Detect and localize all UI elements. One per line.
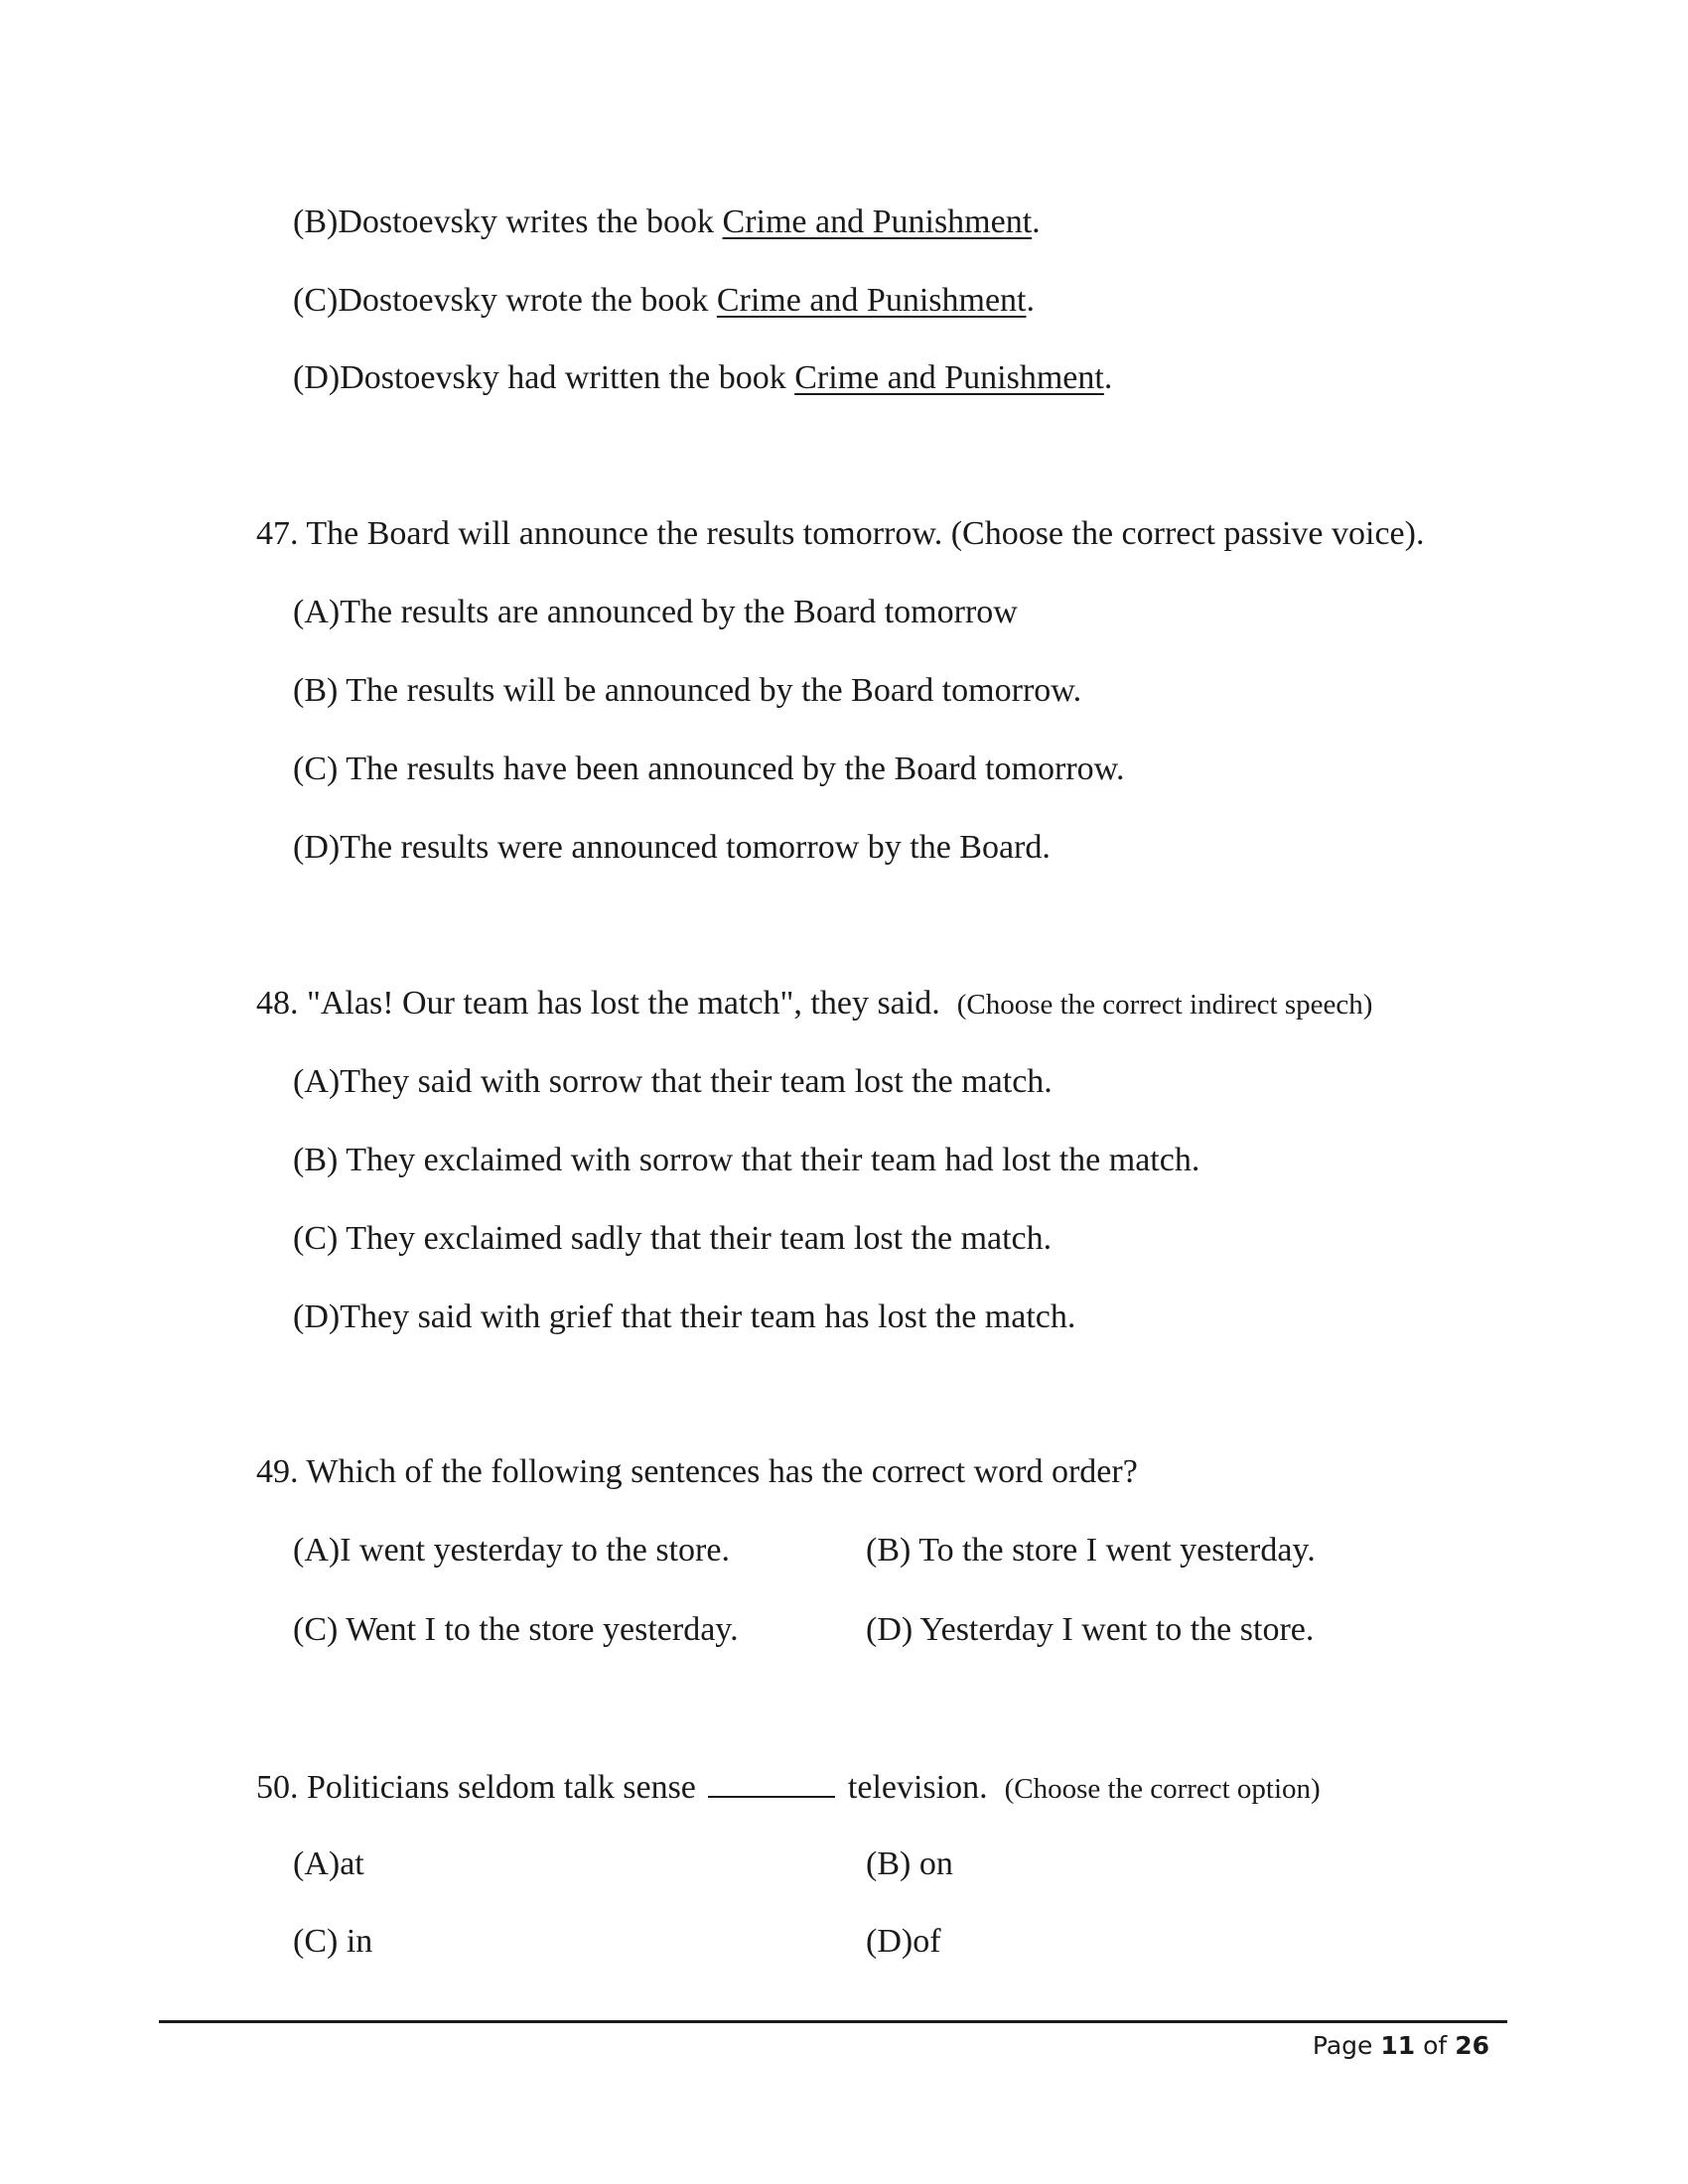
q48-option-b	[293, 1141, 1199, 1180]
option-text: The results have been announced by the Board tomorrow.	[346, 751, 1125, 787]
answer-blank	[708, 1766, 835, 1798]
question-number: 47.	[256, 515, 299, 552]
question-47	[256, 514, 1424, 554]
option-letter: (D)	[293, 1298, 341, 1335]
option-punctuation: .	[1032, 204, 1041, 240]
page-current: 11	[1380, 2031, 1416, 2060]
option-text: Yesterday I went to the store.	[919, 1611, 1315, 1648]
q50-option-b	[866, 1844, 953, 1884]
option-punctuation: .	[1103, 359, 1113, 396]
book-title: Crime and Punishment	[794, 359, 1104, 396]
option-text: in	[346, 1923, 373, 1960]
option-text: at	[340, 1845, 364, 1882]
option-letter: (A)	[293, 1063, 341, 1100]
q47-option-b	[293, 671, 1081, 711]
option-letter: (C)	[293, 282, 339, 319]
option-text: Went I to the store yesterday.	[346, 1611, 739, 1648]
q46-option-c	[293, 281, 1035, 321]
option-text: They exclaimed sadly that their team lost the match.	[346, 1220, 1053, 1257]
option-text: Dostoevsky wrote the book	[338, 282, 717, 319]
option-letter: (D)	[866, 1923, 914, 1960]
page-total: 26	[1455, 2031, 1489, 2060]
option-letter: (D)	[866, 1611, 914, 1648]
q49-option-c	[293, 1610, 739, 1650]
option-text: Dostoevsky writes the book	[338, 204, 723, 240]
q50-option-d	[866, 1922, 941, 1962]
page-of: of	[1423, 2031, 1448, 2060]
option-letter: (C)	[293, 1220, 339, 1257]
option-text: of	[913, 1923, 941, 1960]
option-letter: (C)	[293, 1923, 339, 1960]
option-text: They said with sorrow that their team lost the match.	[340, 1063, 1053, 1100]
question-50	[256, 1766, 1321, 1809]
q50-option-a	[293, 1844, 364, 1884]
option-letter: (D)	[293, 829, 341, 866]
question-number: 50.	[256, 1769, 299, 1806]
book-title: Crime and Punishment	[722, 204, 1033, 240]
q46-option-d	[293, 358, 1112, 398]
q48-option-c	[293, 1219, 1052, 1259]
option-punctuation: .	[1026, 282, 1035, 319]
question-text: The Board will announce the results tomorrow. (Choose the correct passive voice).	[306, 515, 1425, 552]
option-text: They said with grief that their team has lost the match.	[340, 1298, 1076, 1335]
option-letter: (D)	[293, 359, 341, 396]
question-48	[256, 984, 1372, 1024]
option-letter: (B)	[293, 672, 339, 709]
question-text-continued: television.	[847, 1769, 988, 1806]
q49-option-b	[866, 1531, 1316, 1570]
option-text: on	[918, 1845, 953, 1882]
option-letter: (B)	[866, 1845, 912, 1882]
book-title: Crime and Punishment	[716, 282, 1027, 319]
page-number	[1291, 2030, 1489, 2062]
option-letter: (A)	[293, 1532, 341, 1569]
option-text: To the store I went yesterday.	[918, 1532, 1316, 1569]
question-text: Politicians seldom talk sense	[307, 1769, 696, 1806]
q47-option-a	[293, 593, 1018, 632]
option-letter: (B)	[293, 204, 339, 240]
question-49	[256, 1452, 1138, 1492]
option-letter: (C)	[293, 1611, 339, 1648]
page-label: Page	[1312, 2031, 1373, 2060]
option-text: Dostoevsky had written the book	[340, 359, 795, 396]
q47-option-c	[293, 750, 1125, 789]
option-letter: (B)	[866, 1532, 912, 1569]
question-number: 49.	[256, 1453, 299, 1490]
q47-option-d	[293, 828, 1051, 868]
option-text: They exclaimed with sorrow that their team had lost the match.	[346, 1142, 1200, 1178]
option-text: The results are announced by the Board tomorrow	[340, 594, 1018, 630]
option-text: I went yesterday to the store.	[340, 1532, 730, 1569]
option-text: The results will be announced by the Board tomorrow.	[346, 672, 1082, 709]
question-instruction: (Choose the correct option)	[1004, 1773, 1321, 1805]
option-letter: (A)	[293, 594, 341, 630]
option-text: The results were announced tomorrow by the Board.	[340, 829, 1051, 866]
question-text: Which of the following sentences has the correct word order?	[306, 1453, 1138, 1490]
question-instruction: (Choose the correct indirect speech)	[956, 989, 1373, 1021]
q48-option-d	[293, 1297, 1075, 1337]
q46-option-b	[293, 203, 1041, 242]
q48-option-a	[293, 1062, 1053, 1102]
footer-divider	[159, 2020, 1507, 2023]
option-letter: (B)	[293, 1142, 339, 1178]
question-text: "Alas! Our team has lost the match", they said.	[307, 985, 940, 1022]
q49-option-d	[866, 1610, 1314, 1650]
option-letter: (C)	[293, 751, 339, 787]
question-number: 48.	[256, 985, 299, 1022]
q49-option-a	[293, 1531, 730, 1570]
option-letter: (A)	[293, 1845, 341, 1882]
q50-option-c	[293, 1922, 372, 1962]
